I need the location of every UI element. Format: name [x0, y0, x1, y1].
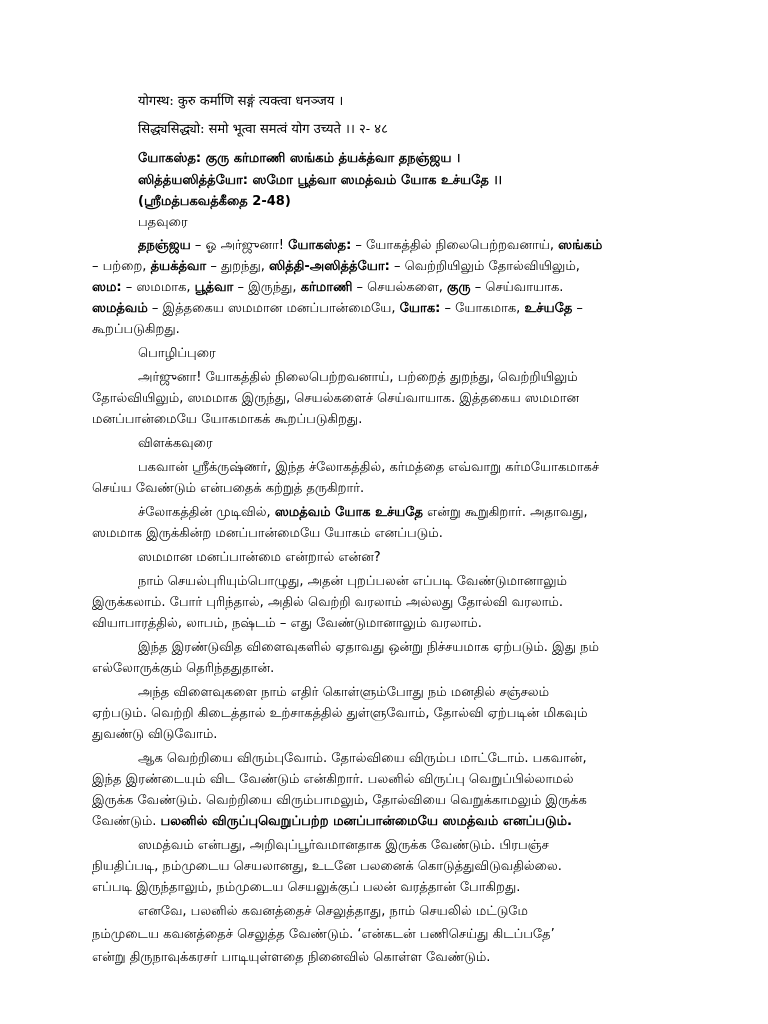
- padavurai-line-5: கூறப்படுகிறது.: [92, 322, 180, 337]
- meaning: – இருந்து,: [233, 280, 301, 295]
- explanation-para8-line2: நம்முடைய கவனத்தைச் செலுத்த வேண்டும். ‘என்கடன் பணிசெய்து கிடப்பதே’: [92, 927, 555, 942]
- meaning: – துறந்து,: [206, 259, 269, 274]
- word: த்யக்த்வா: [150, 259, 207, 274]
- explanation-para2-line2: ஸமமாக இருக்கின்ற மனப்பான்மையே யோகம் எனப்படும்.: [92, 526, 443, 541]
- word: ஸங்கம்: [558, 238, 603, 253]
- word: உச்யதே: [524, 301, 573, 316]
- padavurai-line-1: [138, 237, 602, 254]
- padavurai-line-3: [92, 279, 563, 296]
- explanation-para7-line2: நியதிப்படி, நம்முடைய செயலானது, உடனே பலனைக் கொடுத்துவிடுவதில்லை.: [92, 859, 562, 874]
- meaning: – செய்வாயாக.: [470, 280, 564, 295]
- heading-vilakkavurai: விளக்கவுரை: [138, 436, 213, 451]
- explanation-para4-line2: எல்லோருக்கும் தெரிந்ததுதான்.: [92, 661, 275, 676]
- explanation-para5-line1: அந்த விளைவுகளை நாம் எதிர் கொள்ளும்போது நம் மனதில் சஞ்சலம்: [138, 685, 550, 700]
- word: யோகஸ்த:: [288, 238, 352, 253]
- tamil-verse-line-2: ஸித்த்யஸித்த்யோ: ஸமோ பூத்வா ஸமத்வம் யோக உச்யதே ।।: [138, 173, 502, 188]
- tamil-verse-line-1: யோகஸ்த: குரு கர்மாணி ஸங்கம் த்யக்த்வா தநஞ்ஜய ।: [138, 151, 461, 166]
- word: ஸித்தி-அஸித்த்யோ:: [268, 259, 390, 274]
- bold-phrase: ஸமத்வம் யோக உச்யதே: [274, 505, 423, 520]
- meaning: – யோகத்தில் நிலைபெற்றவனாய்,: [351, 238, 559, 253]
- word: யோக:: [399, 301, 441, 316]
- explanation-para6-line4: [92, 813, 572, 830]
- explanation-para1-line1: பகவான் ஸ்ரீக்ருஷ்ணர், இந்த ச்லோகத்தில், கர்மத்தை எவ்வாறு கர்மயோகமாகச்: [138, 460, 600, 475]
- explanation-para6-line3: இருக்க வேண்டும். வெற்றியை விரும்பாமலும், தோல்வியை வெறுக்காமலும் இருக்க: [92, 793, 587, 808]
- word: கர்மாணி: [300, 280, 353, 295]
- sanskrit-verse-line-2: सिद्ध्यसिद्ध्यो: समो भूत्वा समत्वं योग उच्यते ।। २- ४८: [138, 122, 388, 137]
- word: பூத்வா: [194, 280, 234, 295]
- explanation-para6-line2: இந்த இரண்டையும் விட வேண்டும் என்கிறார். பலனில் விருப்பு வெறுப்பில்லாமல்: [92, 772, 574, 787]
- explanation-para3-line2: இருக்கலாம். போர் புரிந்தால், அதில் வெற்றி வரலாம் அல்லது தோல்வி வரலாம்.: [92, 595, 563, 610]
- verse-reference: (ஸ்ரீமத்பகவத்கீதை 2-48): [138, 194, 291, 209]
- explanation-para5-line3: துவண்டு விடுவோம்.: [92, 727, 218, 742]
- pozhippurai-line-1: அர்ஜுனா! யோகத்தில் நிலைபெற்றவனாய், பற்றைத் துறந்து, வெற்றியிலும்: [138, 370, 578, 385]
- explanation-para8-line1: எனவே, பலனில் கவனத்தைச் செலுத்தாது, நாம் செயலில் மட்டுமே: [138, 904, 528, 919]
- explanation-para7-line3: எப்படி இருந்தாலும், நம்முடைய செயலுக்குப் பலன் வரத்தான் போகிறது.: [92, 880, 521, 895]
- explanation-para6-line1: ஆக வெற்றியை விரும்புவோம். தோல்வியை விரும்ப மாட்டோம். பகவான்,: [138, 751, 587, 766]
- meaning: – ஓ அர்ஜுனா!: [190, 238, 289, 253]
- explanation-para4-line1: இந்த இரண்டுவித விளைவுகளில் ஏதாவது ஒன்று நிச்சயமாக ஏற்படும். இது நம்: [138, 640, 599, 655]
- text: வேண்டும்.: [92, 814, 161, 829]
- explanation-para8-line3: என்று திருநாவுக்கரசர் பாடியுள்ளதை நினைவில் கொள்ள வேண்டும்.: [92, 950, 491, 965]
- meaning: – வெற்றியிலும் தோல்வியிலும்,: [389, 259, 580, 274]
- pozhippurai-line-2: தோல்வியிலும், ஸமமாக இருந்து, செயல்களைச் செய்வாயாக. இத்தகைய ஸமமான: [92, 391, 580, 406]
- pozhippurai-line-3: மனப்பான்மையே யோகமாகக் கூறப்படுகிறது.: [92, 412, 363, 427]
- word: குரு: [447, 280, 471, 295]
- word: ஸம:: [92, 280, 122, 295]
- meaning: – யோகமாக,: [440, 301, 525, 316]
- sanskrit-verse-line-1: योगस्थ: कुरु कर्माणि सङ्गं त्यक्त्वा धनञ्जय ।: [138, 94, 344, 109]
- text: ச்லோகத்தின் முடிவில்,: [138, 505, 275, 520]
- explanation-para7-line1: ஸமத்வம் என்பது, அறிவுப்பூர்வமானதாக இருக்க வேண்டும். பிரபஞ்ச: [138, 838, 549, 853]
- bold-phrase: பலனில் விருப்புவெறுப்பற்ற மனப்பான்மையே ஸமத்வம் எனப்படும்.: [160, 814, 572, 829]
- explanation-para2-line1: [138, 504, 588, 521]
- heading-padavurai: பதவுரை: [138, 215, 188, 230]
- meaning: – பற்றை,: [92, 259, 151, 274]
- meaning: – ஸமமாக,: [121, 280, 195, 295]
- padavurai-line-2: [92, 258, 580, 275]
- meaning: – இத்தகைய ஸமமான மனப்பான்மையே,: [147, 301, 400, 316]
- padavurai-line-4: [92, 300, 583, 317]
- text: என்று கூறுகிறார். அதாவது,: [422, 505, 588, 520]
- word: தநஞ்ஜய: [138, 238, 191, 253]
- explanation-para3-line3: வியாபாரத்தில், லாபம், நஷ்டம் – எது வேண்டுமானாலும் வரலாம்.: [92, 616, 482, 631]
- meaning: –: [572, 301, 583, 316]
- question-heading: ஸமமான மனப்பான்மை என்றால் என்ன?: [138, 550, 381, 565]
- heading-pozhippurai: பொழிப்புரை: [138, 346, 216, 361]
- word: ஸமத்வம்: [92, 301, 148, 316]
- explanation-para1-line2: செய்ய வேண்டும் என்பதைக் கற்றுத் தருகிறார்.: [92, 481, 365, 496]
- explanation-para5-line2: ஏற்படும். வெற்றி கிடைத்தால் உற்சாகத்தில் துள்ளுவோம், தோல்வி ஏற்படின் மிகவும்: [92, 706, 588, 721]
- explanation-para3-line1: நாம் செயல்புரியும்பொழுது, அதன் புறப்பலன் எப்படி வேண்டுமானாலும்: [138, 574, 567, 589]
- meaning: – செயல்களை,: [352, 280, 448, 295]
